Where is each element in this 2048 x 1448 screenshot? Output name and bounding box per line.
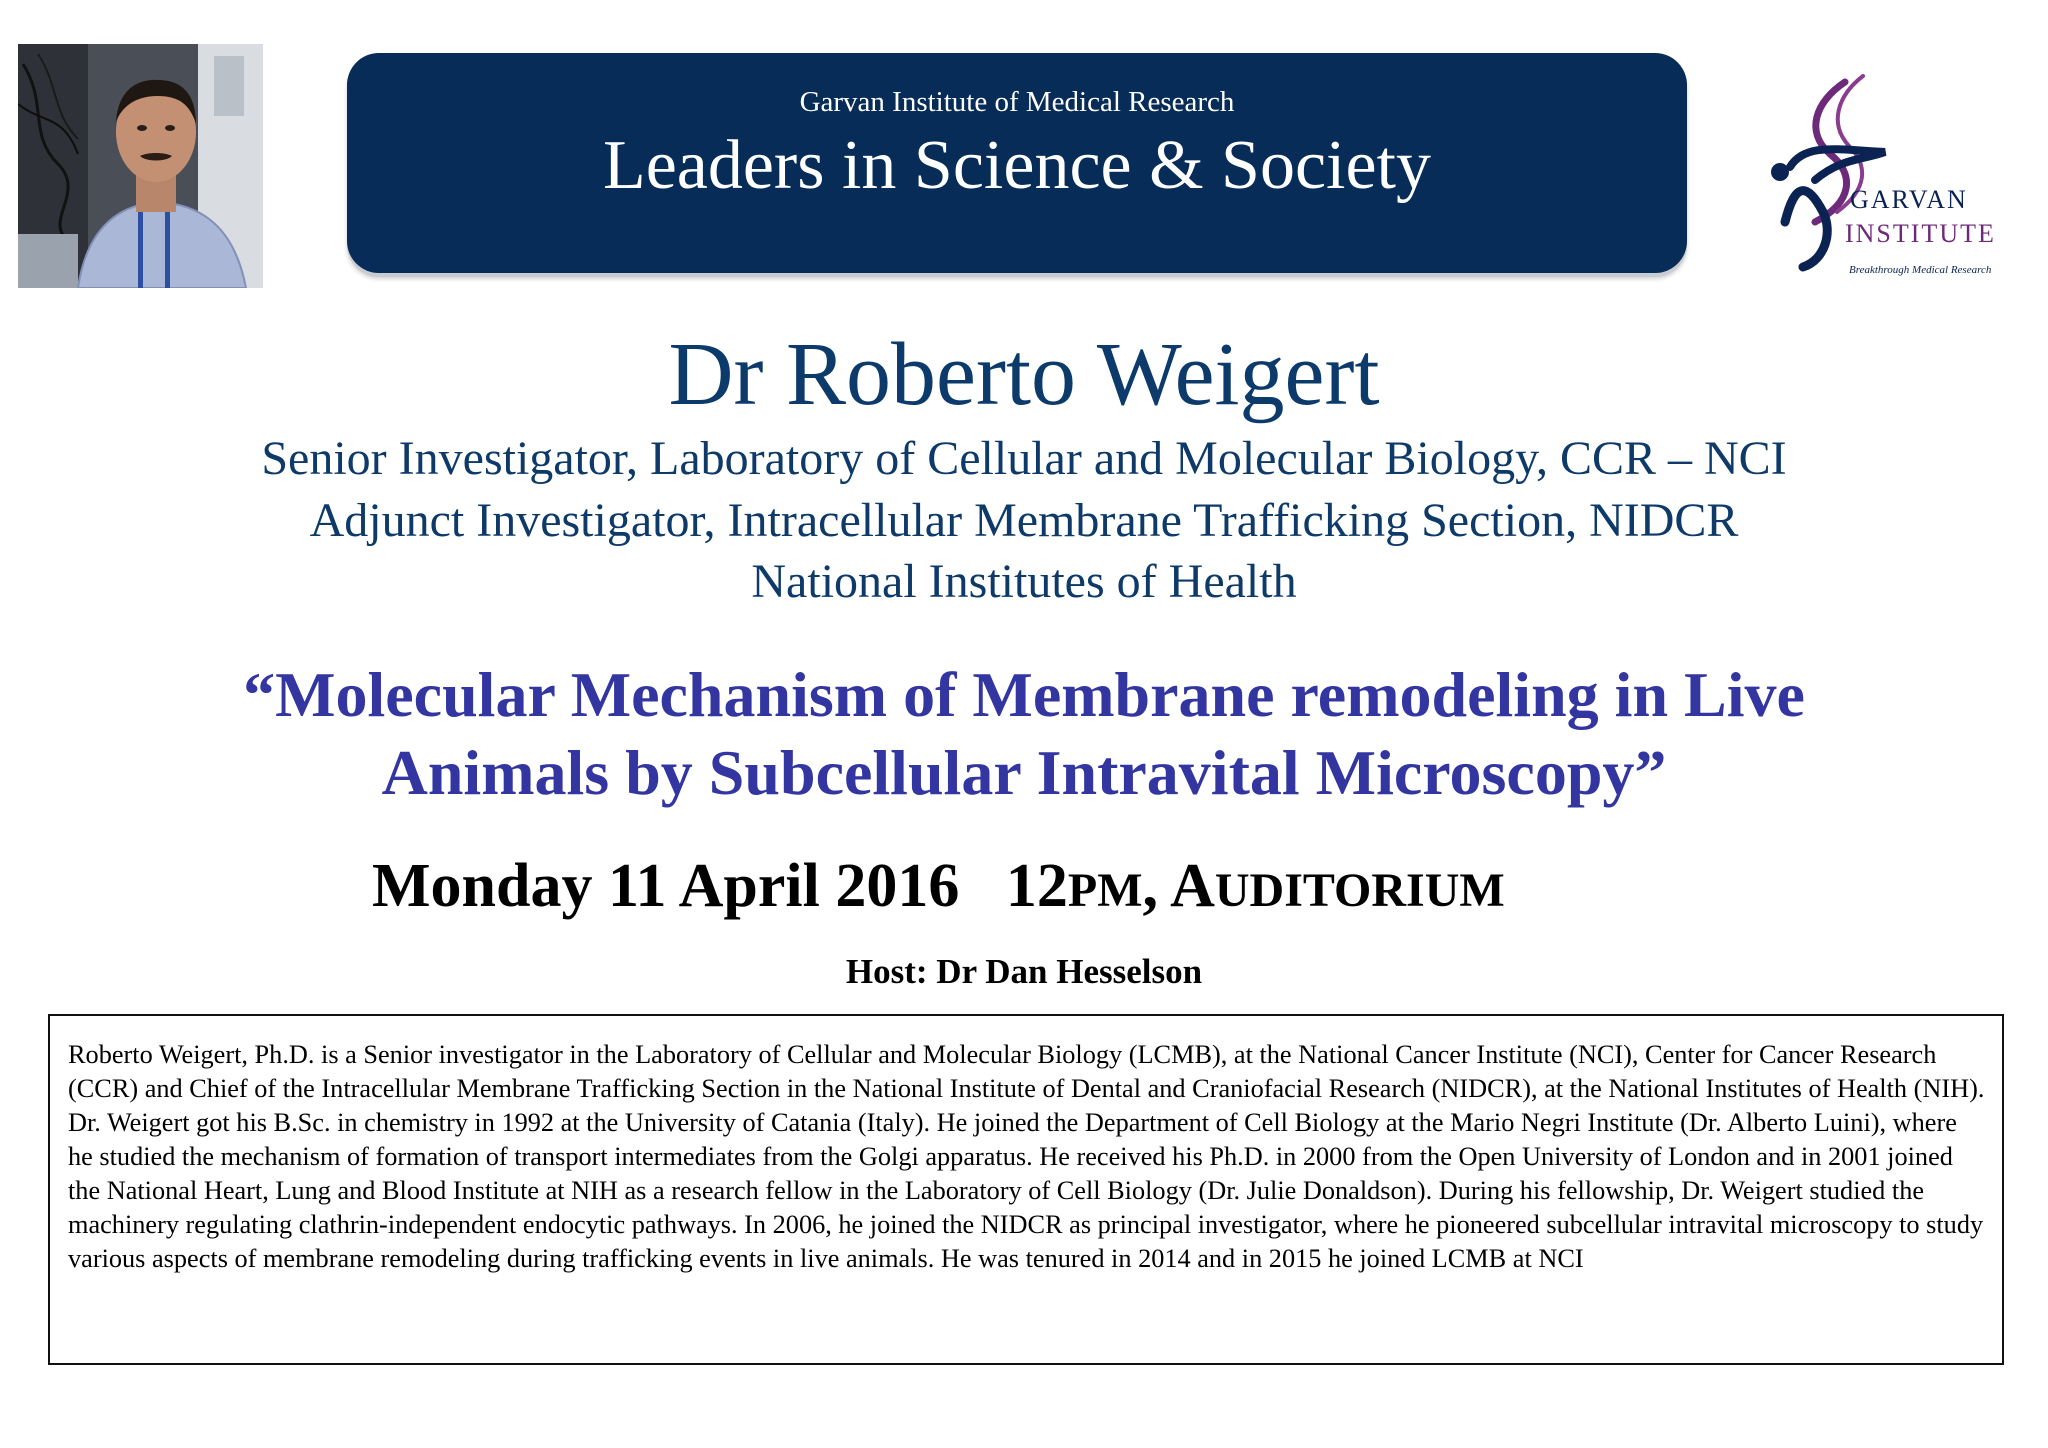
series-title: Leaders in Science & Society [602,127,1432,204]
logo-tagline: Breakthrough Medical Research [1849,264,1992,276]
event-venue-initial: A [1170,852,1215,920]
speaker-affiliation: National Institutes of Health [751,555,1297,608]
logo-name-line1: GARVAN [1850,185,1968,214]
talk-title-line: Animals by Subcellular Intravital Microscopy” [381,737,1667,808]
event-venue-rest: UDITORIUM [1214,864,1505,917]
event-comma: , [1142,852,1171,920]
talk-title-line: “Molecular Mechanism of Membrane remodeling in Live [243,659,1805,730]
speaker-bio: Roberto Weigert, Ph.D. is a Senior investigator in the Laboratory of Cellular and Molecular Biology (LCMB), at the National Cancer Institute (NCI), Center for Cancer Research (CCR) and Chief of the Intracellular Membrane Trafficking Section in the National Institute of Dental and Craniofacial Research (NIDCR), at the National Institutes of Health (NIH). Dr. Weigert got his B.Sc. in chemistry in 1992 at the University of Catania (Italy). He joined the Department of Cell Biology at the Mario Negri Institute (Dr. Alberto Luini), where he studied the mechanism of formation of transport intermediates from the Golgi apparatus. He received his Ph.D. in 2000 from the Open University of London and in 2001 joined the National Heart, Lung and Blood Institute at NIH as a research fellow in the Laboratory of Cell Biology (Dr. Julie Donaldson). During his fellowship, Dr. Weigert studied the machinery regulating clathrin-independent endocytic pathways. In 2006, he joined the NIDCR as principal investigator, where he pioneered subcellular intravital microscopy to study various aspects of membrane remodeling during trafficking events in live animals. He was tenured in 2014 and in 2015 he joined LCMB at NCI [68,1040,1985,1273]
speaker-name: Dr Roberto Weigert [668,325,1380,424]
speaker-affiliation: Adjunct Investigator, Intracellular Membrane Trafficking Section, NIDCR [309,494,1739,547]
event-details [372,846,1505,931]
event-date: Monday 11 April 2016 [372,852,960,920]
logo-name-line2: INSTITUTE [1845,219,1996,248]
speaker-affiliation: Senior Investigator, Laboratory of Cellular and Molecular Biology, CCR – NCI [261,432,1787,485]
event-host: Host: Dr Dan Hesselson [845,952,1203,991]
speaker-bio-box [48,1014,2004,1365]
event-time-number: 12 [1005,852,1068,920]
speaker-photo [18,44,263,288]
header-banner [347,53,1687,273]
event-time-suffix: PM [1067,864,1143,917]
organization-name: Garvan Institute of Medical Research [799,86,1235,118]
garvan-logo [1745,62,2005,292]
